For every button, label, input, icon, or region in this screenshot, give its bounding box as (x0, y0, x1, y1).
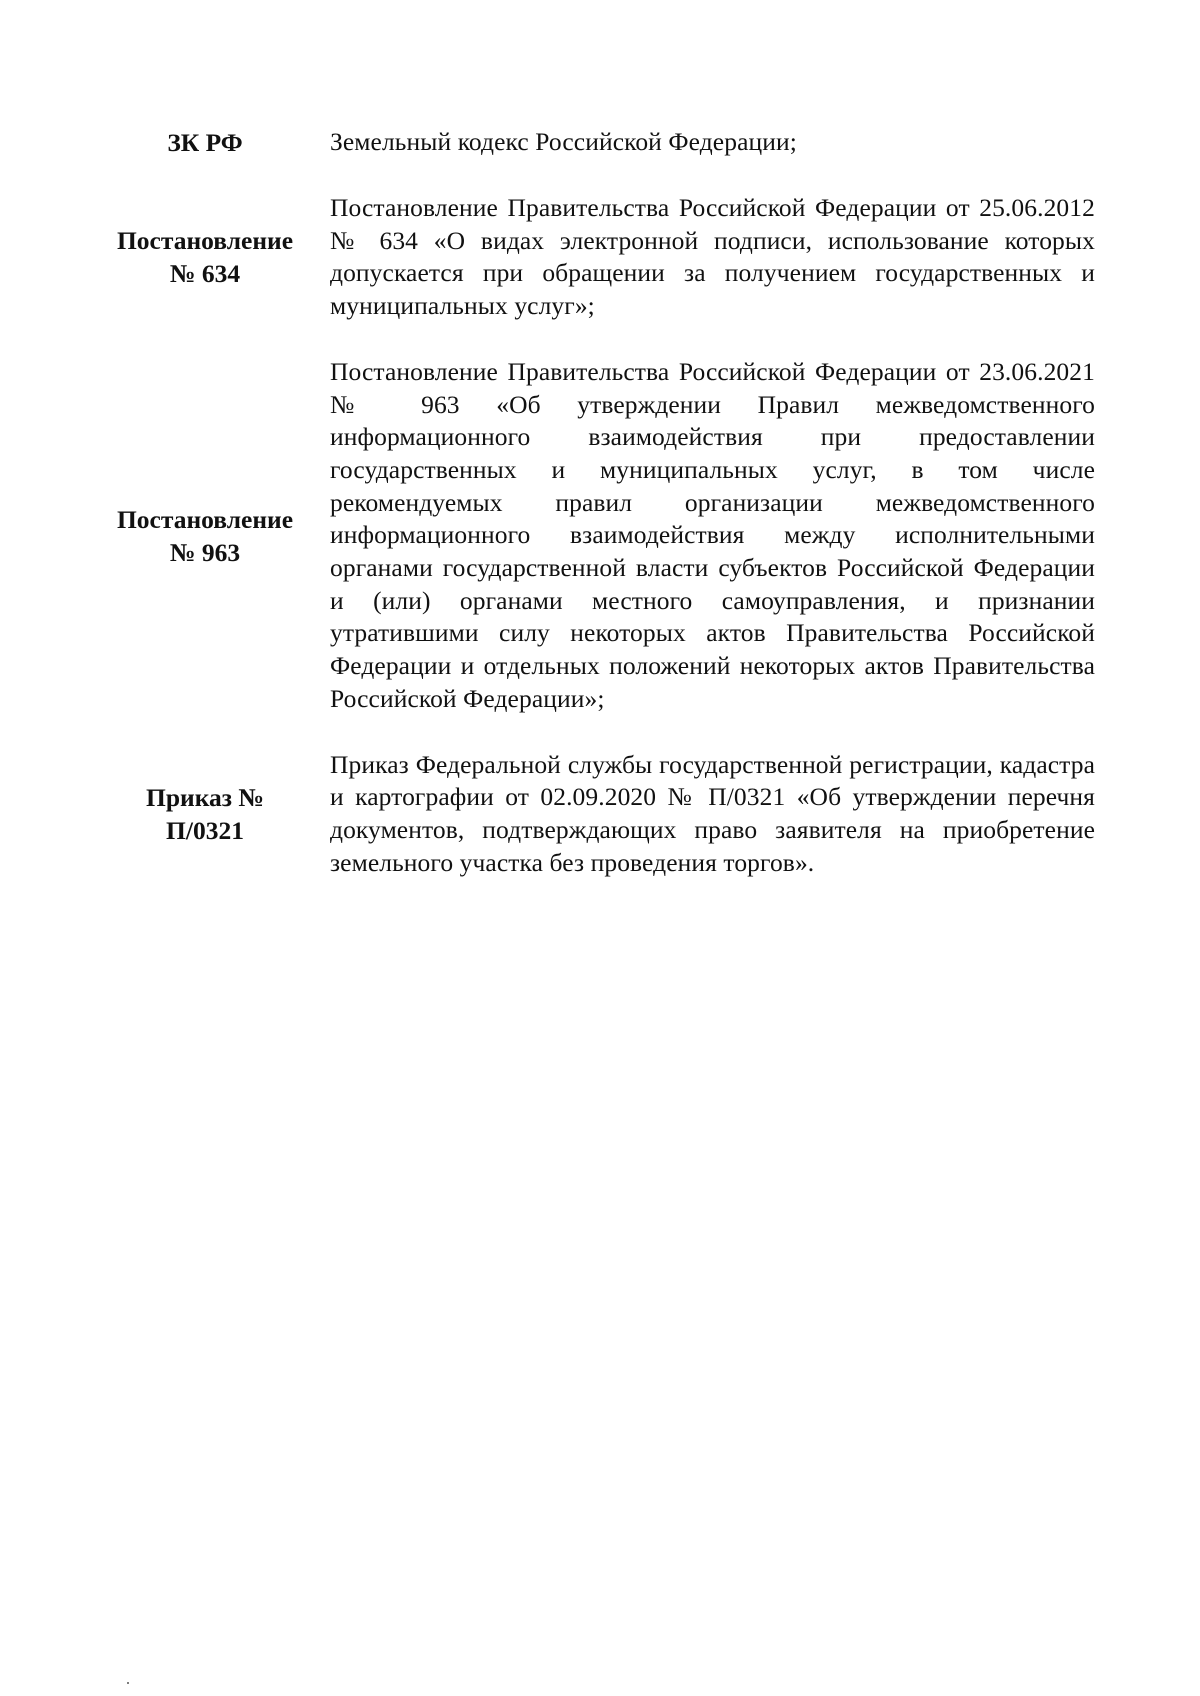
abbreviation-entry (108, 126, 1108, 159)
abbreviation-term: ЗК РФ (167, 128, 243, 157)
abbreviation-term: Приказ № П/0321 (145, 782, 264, 845)
abbreviation-term: Постановление № 963 (116, 504, 294, 567)
abbreviation-entry (108, 356, 1108, 716)
abbreviations-list (108, 126, 1108, 912)
abbreviation-term: Постановление № 634 (116, 226, 294, 289)
scan-speck (127, 1682, 129, 1684)
abbreviation-definition: Приказ Федеральной службы государственной регистрации, кадастра и картографии от 02.09.2020 № П/0321 «Об утверждении перечня документов, подтверждающих право заявителя на приобретение земельного участка без проведения торгов». (330, 749, 1095, 877)
abbreviation-entry (108, 192, 1108, 323)
abbreviation-entry (108, 749, 1108, 880)
abbreviation-definition: Постановление Правительства Российской Федерации от 23.06.2021 № 963 «Об утверждении Правил межведомственного информационного взаимодействия при предоставлении государственных и муниципальных услуг, в том числе рекомендуемых правил организации межведомственного информационного взаимодействия между исполнительными органами государственной власти субъектов Российской Федерации и (или) органами местного самоуправления, и признании утратившими силу некоторых актов Правительства Российской Федерации и отдельных положений некоторых актов Правительства Российской Федерации»; (330, 356, 1095, 713)
abbreviation-definition: Земельный кодекс Российской Федерации; (330, 127, 797, 157)
abbreviation-definition: Постановление Правительства Российской Федерации от 25.06.2012 № 634 «О видах электронной подписи, использование которых допускается при обращении за получением государственных и муниципальных услуг»; (330, 193, 1095, 321)
